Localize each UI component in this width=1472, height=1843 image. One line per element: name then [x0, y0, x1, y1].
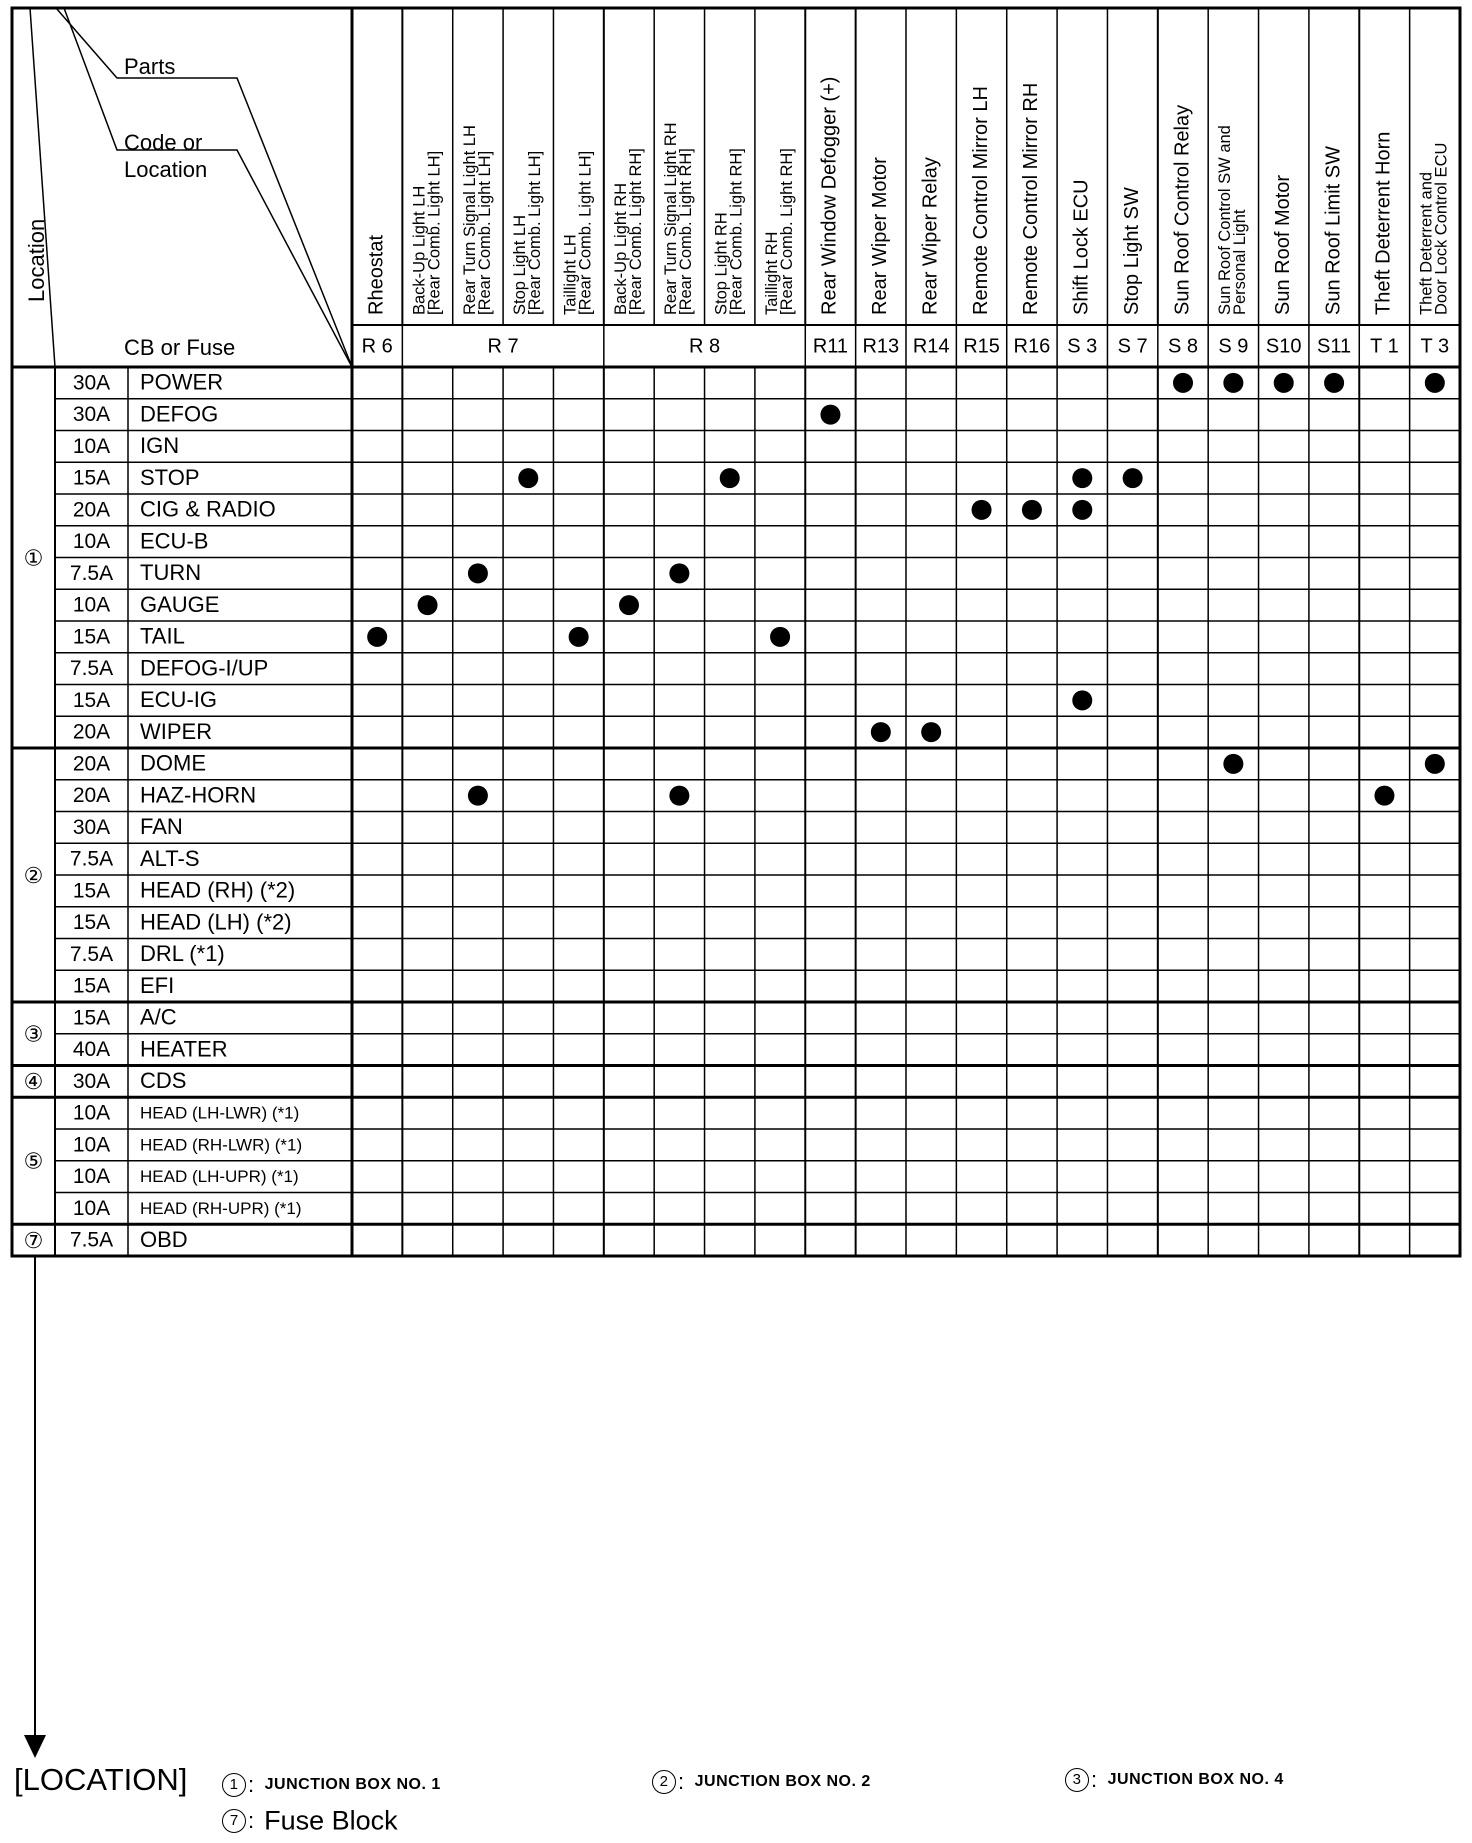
column-header-label: Sun Roof Motor [1272, 174, 1295, 315]
location-group-symbol [24, 1069, 44, 1094]
legend-item-text: JUNCTION BOX NO. 2 [694, 1773, 871, 1790]
fuse-amperage: 7.5A [69, 1228, 114, 1252]
column-header-label: Rear Turn Signal Light LH [460, 125, 479, 315]
connector-code-label: R14 [912, 335, 950, 358]
fuse-amperage: 15A [72, 466, 111, 490]
column-header-label: Rear Wiper Motor [869, 157, 892, 315]
column-header-label: [Rear Comb. Light LH] [425, 150, 444, 315]
location-header-label: Location [23, 218, 49, 302]
fuse-name: HAZ-HORN [140, 782, 257, 808]
connection-dot [770, 627, 790, 647]
header-diagonal-code [64, 8, 352, 367]
fuse-name: IGN [140, 433, 180, 459]
connector-code-label: R11 [812, 335, 849, 358]
column-header-label: Sun Roof Control Relay [1171, 104, 1194, 315]
connector-code-label: S 7 [1117, 335, 1148, 358]
fuse-amperage: 10A [72, 1133, 111, 1157]
column-header-label: [Rear Comb. Light RH] [777, 148, 796, 315]
header-labels [24, 54, 235, 360]
fuse-name: DEFOG [140, 401, 219, 427]
fuse-amperage: 7.5A [69, 561, 114, 585]
connection-dot [921, 722, 941, 742]
fuse-amperage: 20A [72, 498, 111, 522]
connection-dot [1072, 690, 1092, 710]
fuse-name: ALT-S [140, 845, 200, 871]
connection-dot [820, 405, 840, 425]
connector-code-label: S 9 [1218, 335, 1249, 358]
location-number-icon: ⑦ [23, 1227, 44, 1253]
legend-item-junction-box-4: 3 : JUNCTION BOX NO. 4 [1065, 1767, 1284, 1793]
location-number-icon: 2 [652, 1770, 676, 1794]
code-or-location-label: Code or [124, 129, 203, 155]
header-diagonal [30, 8, 55, 367]
header-diagonal-parts [56, 8, 352, 367]
connection-dot [1223, 373, 1243, 393]
column-header-label: [Rear Comb. Light RH] [626, 148, 645, 315]
fuse-name: EFI [140, 972, 175, 998]
legend-item-text: JUNCTION BOX NO. 1 [264, 1776, 441, 1793]
connector-code-label: S11 [1317, 335, 1352, 358]
column-header-label: [Rear Comb. Light LH] [576, 150, 595, 315]
fuse-amperage: 30A [72, 371, 111, 395]
fuse-name: TAIL [140, 623, 185, 649]
column-header-label: Sun Roof Limit SW [1322, 146, 1345, 315]
location-group-symbol [24, 863, 44, 888]
connection-dot [518, 468, 538, 488]
legend-item-text: JUNCTION BOX NO. 4 [1107, 1771, 1284, 1788]
fuse-amperage: 10A [72, 530, 111, 554]
fuse-amperage: 30A [72, 403, 111, 427]
cb-or-fuse-label: CB or Fuse [124, 334, 236, 360]
connector-code-label: R 6 [361, 335, 393, 358]
location-number-icon: ① [23, 545, 44, 571]
connector-code-label: R13 [862, 335, 900, 358]
connection-dot [669, 786, 689, 806]
location-group-symbol [24, 545, 44, 570]
column-header-label: Rear Wiper Relay [919, 157, 942, 315]
fuse-amperage: 40A [72, 1038, 111, 1062]
fuse-amperage: 10A [72, 434, 111, 458]
fuse-amperage: 10A [72, 1196, 111, 1220]
connection-dot [1324, 373, 1344, 393]
connection-dot [871, 722, 891, 742]
fuse-name: HEAD (LH-UPR) (*1) [140, 1167, 299, 1187]
connection-dot [619, 595, 639, 615]
fuse-name: DRL (*1) [140, 941, 225, 967]
fuse-name: HEAD (RH-UPR) (*1) [140, 1198, 302, 1218]
connection-dot [468, 786, 488, 806]
fuse-amperage: 10A [72, 1165, 111, 1189]
connection-dot [720, 468, 740, 488]
connection-dot [1425, 754, 1445, 774]
column-header-label: Stop Light LH [511, 215, 530, 315]
column-header-label: Rear Window Defogger (+) [818, 76, 841, 315]
column-header-label: Theft Deterrent and [1417, 171, 1436, 315]
fuse-amperage: 15A [72, 625, 111, 649]
connection-dot [1173, 373, 1193, 393]
connection-dot [569, 627, 589, 647]
parts-label: Parts [124, 53, 176, 79]
fuse-amperage: 7.5A [69, 657, 114, 681]
connector-code-label: T 3 [1420, 335, 1450, 358]
connection-dot [1072, 468, 1092, 488]
column-header-label: Theft Deterrent Horn [1372, 131, 1395, 315]
fuse-name: CIG & RADIO [140, 496, 276, 522]
location-group-symbol [24, 1228, 44, 1253]
column-header-label: Taillight LH [561, 234, 580, 315]
fuse-name: GAUGE [140, 591, 220, 617]
legend-title: [LOCATION] [14, 1762, 188, 1797]
arrow-down-icon [24, 1735, 46, 1758]
fuse-amperage: 10A [72, 1101, 111, 1125]
column-header-label: [Rear Comb. Light LH] [475, 150, 494, 315]
connector-code-label: T 1 [1370, 335, 1399, 358]
column-header-label: Sun Roof Control SW and [1216, 125, 1235, 315]
column-header-label: Taillight RH [762, 231, 781, 315]
location-number-icon: 7 [222, 1809, 246, 1833]
fuse-name: HEAD (LH) (*2) [140, 909, 292, 935]
connector-code-label: R16 [1013, 335, 1051, 358]
connector-code-label: S10 [1265, 335, 1302, 358]
fuse-name: WIPER [140, 718, 213, 744]
column-headers [365, 77, 1450, 315]
column-header-label: Rear Turn Signal Light RH [662, 122, 681, 315]
fuse-amperage: 15A [72, 911, 111, 935]
connection-dot [1425, 373, 1445, 393]
fuse-name: STOP [140, 464, 200, 490]
column-header-label: Door Lock Control ECU [1432, 142, 1451, 315]
fuse-amperage: 15A [72, 974, 111, 998]
legend-item-junction-box-1: 1 : JUNCTION BOX NO. 1 [222, 1772, 441, 1798]
fuse-amperage: 20A [72, 720, 111, 744]
column-header-label: Back-Up Light LH [410, 185, 429, 315]
fuse-amperage: 15A [72, 688, 111, 712]
fuse-name: DEFOG-I/UP [140, 655, 269, 681]
column-header-label: [Rear Comb. Light LH] [526, 150, 545, 315]
legend-item-text: Fuse Block [264, 1805, 398, 1836]
connector-code-label: R15 [963, 335, 1000, 358]
connection-dot [1072, 500, 1092, 520]
connector-code-label: R 8 [688, 335, 721, 358]
connector-code-label: R 7 [487, 335, 519, 358]
column-header-label: Stop Light SW [1120, 187, 1143, 315]
connector-code-label: S 3 [1067, 335, 1098, 358]
fuse-amperage: 7.5A [69, 942, 114, 966]
column-header-label: Rheostat [365, 234, 388, 315]
fuse-amperage: 10A [72, 593, 111, 617]
location-number-icon: ④ [23, 1069, 44, 1095]
code-or-location-label: Location [124, 156, 208, 182]
fuse-amperage: 30A [72, 815, 111, 839]
connection-dot [418, 595, 438, 615]
fuse-name: POWER [140, 369, 224, 395]
fuse-name: HEAD (RH) (*2) [140, 877, 296, 903]
connector-code-label: S 8 [1167, 335, 1199, 358]
fuse-name: DOME [140, 750, 206, 776]
fuse-amperage: 20A [72, 784, 111, 808]
fuse-name: OBD [140, 1226, 188, 1252]
connection-dot [1022, 500, 1042, 520]
column-header-label: Stop Light RH [712, 212, 731, 315]
fuse-amperage: 15A [72, 1006, 111, 1030]
fuse-name: FAN [140, 814, 183, 840]
fuse-amperage: 7.5A [69, 847, 114, 871]
connection-dot [468, 563, 488, 583]
legend-item-fuse-block: 7 : Fuse Block [222, 1804, 398, 1836]
legend-item-junction-box-2: 2 : JUNCTION BOX NO. 2 [652, 1769, 871, 1795]
fuse-amperage: 15A [72, 879, 111, 903]
fuse-name: ECU-IG [140, 687, 217, 713]
connection-dot [972, 500, 992, 520]
fuse-name: ECU-B [140, 528, 209, 554]
fuse-name: A/C [140, 1004, 177, 1030]
column-header-label: Remote Control Mirror LH [969, 86, 992, 315]
location-group-symbol [24, 1149, 44, 1174]
column-header-label: Shift Lock ECU [1070, 179, 1093, 315]
fuse-amperage: 20A [72, 752, 111, 776]
location-number-icon: 1 [222, 1773, 246, 1797]
column-header-label: [Rear Comb. Light RH] [677, 148, 696, 315]
location-number-icon: ③ [23, 1021, 44, 1047]
column-header-label: [Rear Comb. Light RH] [727, 148, 746, 315]
fuse-name: CDS [140, 1068, 187, 1094]
connection-dot [669, 563, 689, 583]
fuse-amperage: 30A [72, 1069, 111, 1093]
connection-dot [367, 627, 387, 647]
fuse-name: TURN [140, 560, 202, 586]
column-header-label: Remote Control Mirror RH [1020, 82, 1043, 315]
location-number-icon: ② [23, 862, 44, 888]
location-group-symbol [24, 1022, 44, 1047]
column-header-label: Back-Up Light RH [611, 182, 630, 315]
location-number-icon: ⑤ [23, 1148, 44, 1174]
fuse-name: HEAD (LH-LWR) (*1) [140, 1103, 300, 1123]
column-header-label: Personal Light [1231, 209, 1250, 315]
connection-dot [1274, 373, 1294, 393]
fuse-name: HEATER [140, 1036, 228, 1062]
location-number-icon: 3 [1065, 1768, 1089, 1792]
connection-dot [1223, 754, 1243, 774]
connection-dot [1374, 786, 1394, 806]
fuse-name: HEAD (RH-LWR) (*1) [140, 1135, 303, 1155]
connection-dot [1123, 468, 1143, 488]
